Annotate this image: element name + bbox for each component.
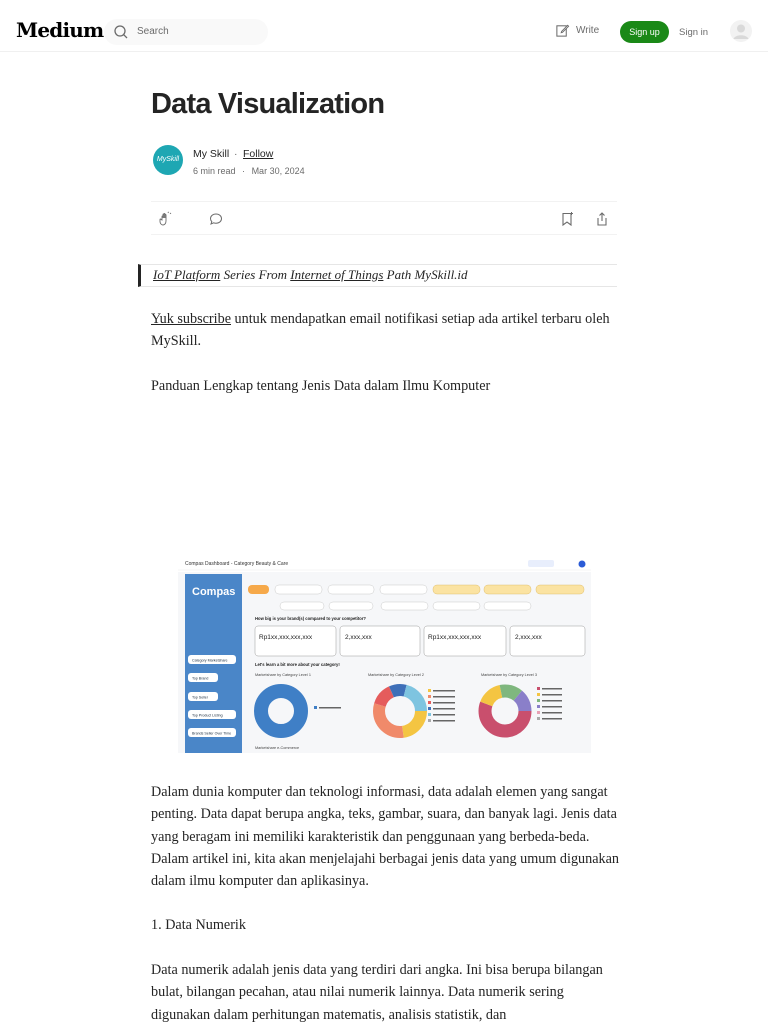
body-paragraph-1: Dalam dunia komputer dan teknologi informasi, data adalah elemen yang sangat penting. Data dapat berupa angka, teks, gambar, suara, dan banyak lagi. Jenis data yang beragam ini memiliki karakteristik dan penggunaan yang berbeda-beda. Dalam artikel ini, kita akan menjelajahi berbagai jenis data yang umum digunakan dalam ilmu komputer dan aplikasinya.	[151, 784, 620, 890]
sidebar-btn-text: Top Seller	[192, 695, 208, 700]
action-bar	[151, 201, 617, 235]
read-time: 6 min read	[193, 166, 236, 176]
top-bar	[0, 0, 768, 52]
dashboard-footer: Marketshare e-Commerce	[255, 746, 300, 750]
dashboard-image	[178, 556, 591, 753]
write-label: Write	[576, 25, 600, 36]
follow-link[interactable]: Follow	[243, 148, 274, 160]
kpi-value: 2,xxx,xxx	[345, 634, 372, 641]
article-title: Data Visualization	[151, 88, 385, 120]
section-heading-1: 1. Data Numerik	[151, 917, 246, 933]
sidebar-btn-text: Brands Seller Over Time	[192, 731, 232, 736]
dashboard-title: Compas Dashboard - Category Beauty & Care	[185, 561, 289, 567]
write-icon	[555, 23, 570, 38]
write-button[interactable]	[555, 23, 599, 38]
publish-date: Mar 30, 2024	[251, 166, 305, 176]
sidebar-btn-text: Top Brand	[192, 676, 209, 681]
dashboard-brand: Compas	[192, 586, 236, 598]
author-name[interactable]: My Skill	[193, 148, 230, 160]
quote-text-2: Path MySkill.id	[383, 267, 468, 282]
chart-title: Marketshare by Category Level 1	[255, 673, 311, 677]
share-icon[interactable]	[594, 211, 610, 227]
clap-icon[interactable]	[158, 211, 174, 227]
dashboard-question: How big is your brand(s) compared to your competitor?	[255, 616, 366, 621]
body-paragraph-2: Data numerik adalah jenis data yang terdiri dari angka. Ini bisa berupa bilangan bulat, bilangan pecahan, atau nilai numerik lainnya. Data numerik sering digunakan dalam perhitungan matematis, analisis statistik, dan	[151, 962, 603, 1023]
medium-logo[interactable]: Medium	[16, 18, 104, 42]
dashboard-learn-more: Let's learn a bit more about your category!	[255, 662, 340, 667]
user-avatar-icon[interactable]	[730, 20, 752, 42]
subscribe-paragraph	[151, 308, 621, 353]
chart-title: Marketshare by Category Level 3	[481, 673, 537, 677]
intro-paragraph: Panduan Lengkap tentang Jenis Data dalam Ilmu Komputer	[151, 378, 491, 394]
series-quote	[138, 264, 617, 287]
kpi-value: 2,xxx,xxx	[515, 634, 542, 641]
sidebar-btn-text: Category Marketshare	[192, 658, 228, 663]
sidebar-btn-text: Top Product Listing	[192, 713, 223, 718]
meta-separator: ·	[242, 166, 246, 176]
sign-in-link[interactable]: Sign in	[679, 27, 709, 38]
search-box[interactable]	[104, 19, 268, 45]
quote-text-1: Series From	[220, 267, 291, 282]
comment-icon[interactable]	[208, 211, 224, 227]
bookmark-icon[interactable]	[559, 211, 575, 227]
kpi-value: Rp1xx,xxx,xxx,xxx	[428, 634, 482, 641]
author-avatar[interactable]: MySkill	[153, 145, 183, 175]
subscribe-link[interactable]: Yuk subscribe	[151, 311, 231, 327]
search-placeholder: Search	[137, 26, 169, 37]
sign-up-button[interactable]: Sign up	[620, 21, 669, 43]
subscribe-text: untuk mendapatkan email notifikasi setiap ada artikel terbaru oleh MySkill.	[151, 311, 610, 350]
iot-platform-link[interactable]: IoT Platform	[153, 267, 221, 282]
kpi-value: Rp1xx,xxx,xxx,xxx	[259, 634, 313, 641]
article-meta	[193, 166, 305, 176]
chart-title: Marketshare by Category Level 2	[368, 673, 424, 677]
internet-of-things-link[interactable]: Internet of Things	[290, 267, 384, 282]
search-icon	[113, 24, 129, 40]
author-separator: ·	[234, 148, 238, 160]
